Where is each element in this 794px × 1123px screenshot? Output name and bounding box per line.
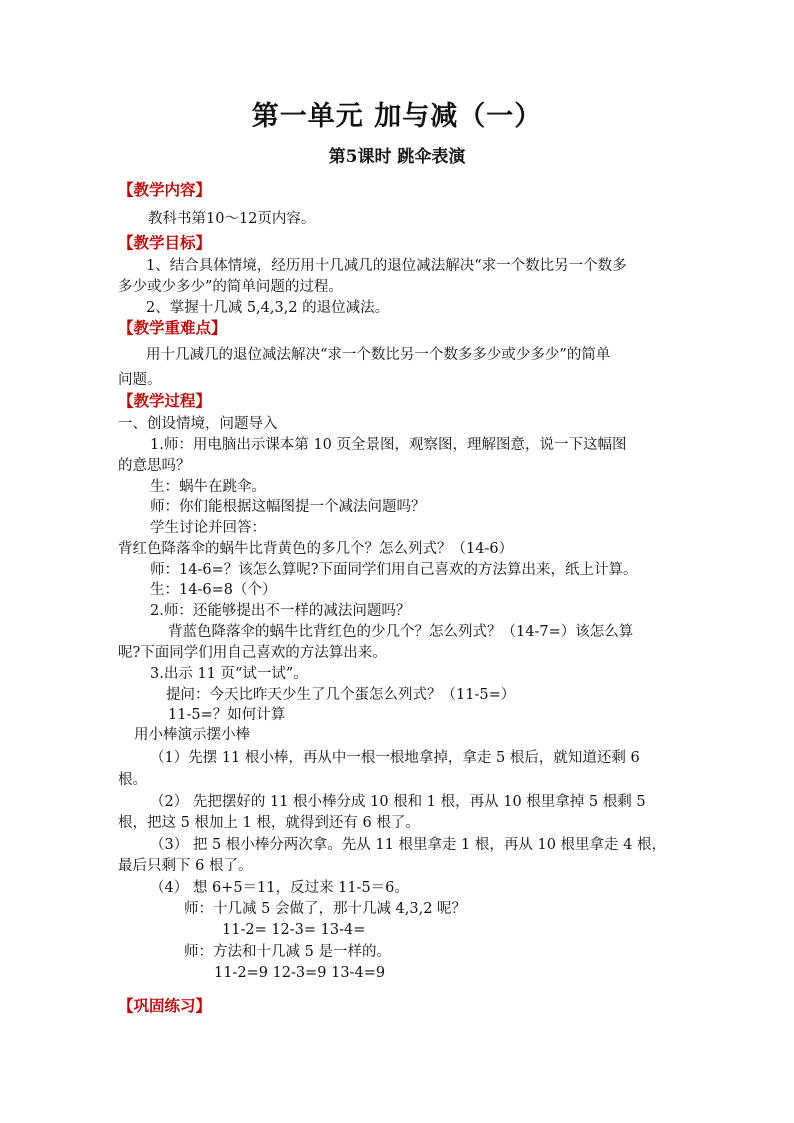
section-heading-key-points: 【教学重难点】 — [118, 318, 227, 337]
process-line: 呢?下面同学们用自己喜欢的方法算出来。 — [118, 645, 387, 661]
process-line: 师：方法和十几减 5 是一样的。 — [184, 944, 391, 960]
process-line: 3.出示 11 页“试一试”。 — [150, 666, 308, 682]
section-heading-practice: 【巩固练习】 — [118, 996, 212, 1015]
process-line: 11-2=9 12-3=9 13-4=9 — [214, 965, 386, 981]
section-heading-process: 【教学过程】 — [118, 391, 212, 410]
process-line: 生：14-6=8（个） — [150, 582, 277, 598]
section-heading-content: 【教学内容】 — [118, 180, 212, 199]
process-line: 最后只剩下 6 根了。 — [118, 858, 253, 874]
section-heading-goals: 【教学目标】 — [118, 233, 212, 252]
process-line: 背蓝色降落伞的蜗牛比背红色的少几个？怎么列式？（14-7=）该怎么算 — [168, 624, 634, 640]
process-line: 学生讨论并回答： — [150, 520, 266, 536]
process-line: （2） 先把摆好的 11 根小棒分成 10 根和 1 根，再从 10 根里拿掉 5 根剩 5 — [150, 794, 646, 810]
key-points-line-1: 用十几减几的退位减法解决“求一个数比另一个数多多少或少多少”的简单 — [146, 347, 611, 363]
process-line: 师：你们能根据这幅图提一个减法问题吗？ — [150, 499, 426, 515]
process-line: （1）先摆 11 根小棒，再从中一根一根地拿掉，拿走 5 根后，就知道还剩 6 — [150, 750, 640, 766]
content-text: 教科书第10～12页内容。 — [148, 211, 316, 227]
process-line: 提问：今天比昨天少生了几个蛋怎么列式？（11-5=） — [166, 687, 516, 703]
process-line: 用小棒演示摆小棒 — [134, 727, 250, 743]
process-line: 根。 — [118, 772, 147, 788]
process-line: 师：十几减 5 会做了，那十几减 4,3,2 呢？ — [184, 901, 467, 917]
process-line: 生：蜗牛在跳伞。 — [150, 479, 266, 495]
goal-2: 2、掌握十几减 5,4,3,2 的退位减法。 — [146, 300, 390, 316]
process-line: 2.师：还能够提出不一样的减法问题吗？ — [150, 603, 411, 619]
lesson-subtitle: 第5课时 跳伞表演 — [328, 147, 466, 167]
process-line: 11-2= 12-3= 13-4= — [222, 922, 366, 938]
process-line: 的意思吗？ — [118, 458, 191, 474]
process-line: （3） 把 5 根小棒分两次拿。先从 11 根里拿走 1 根，再从 10 根里拿走 4 根， — [150, 837, 667, 853]
goal-1-line-2: 多少或少多少”的简单问题的过程。 — [118, 279, 343, 295]
process-line: 1.师：用电脑出示课本第 10 页全景图，观察图，理解图意，说一下这幅图 — [150, 437, 627, 453]
process-line: 根，把这 5 根加上 1 根，就得到还有 6 根了。 — [118, 815, 420, 831]
process-line: 师：14-6=？该怎么算呢?下面同学们用自己喜欢的方法算出来，纸上计算。 — [150, 562, 638, 578]
process-line: 一、创设情境，问题导入 — [118, 416, 278, 432]
process-line: 11-5=？如何计算 — [168, 707, 286, 723]
unit-title: 第一单元 加与减（一） — [251, 101, 543, 132]
process-line: （4） 想 6+5＝11，反过来 11-5＝6。 — [150, 880, 409, 896]
goal-1-line-1: 1、结合具体情境，经历用十几减几的退位减法解决“求一个数比另一个数多 — [146, 258, 627, 274]
key-points-line-2: 问题。 — [118, 372, 162, 388]
process-line: 背红色降落伞的蜗牛比背黄色的多几个？怎么列式？（14-6） — [118, 541, 514, 557]
